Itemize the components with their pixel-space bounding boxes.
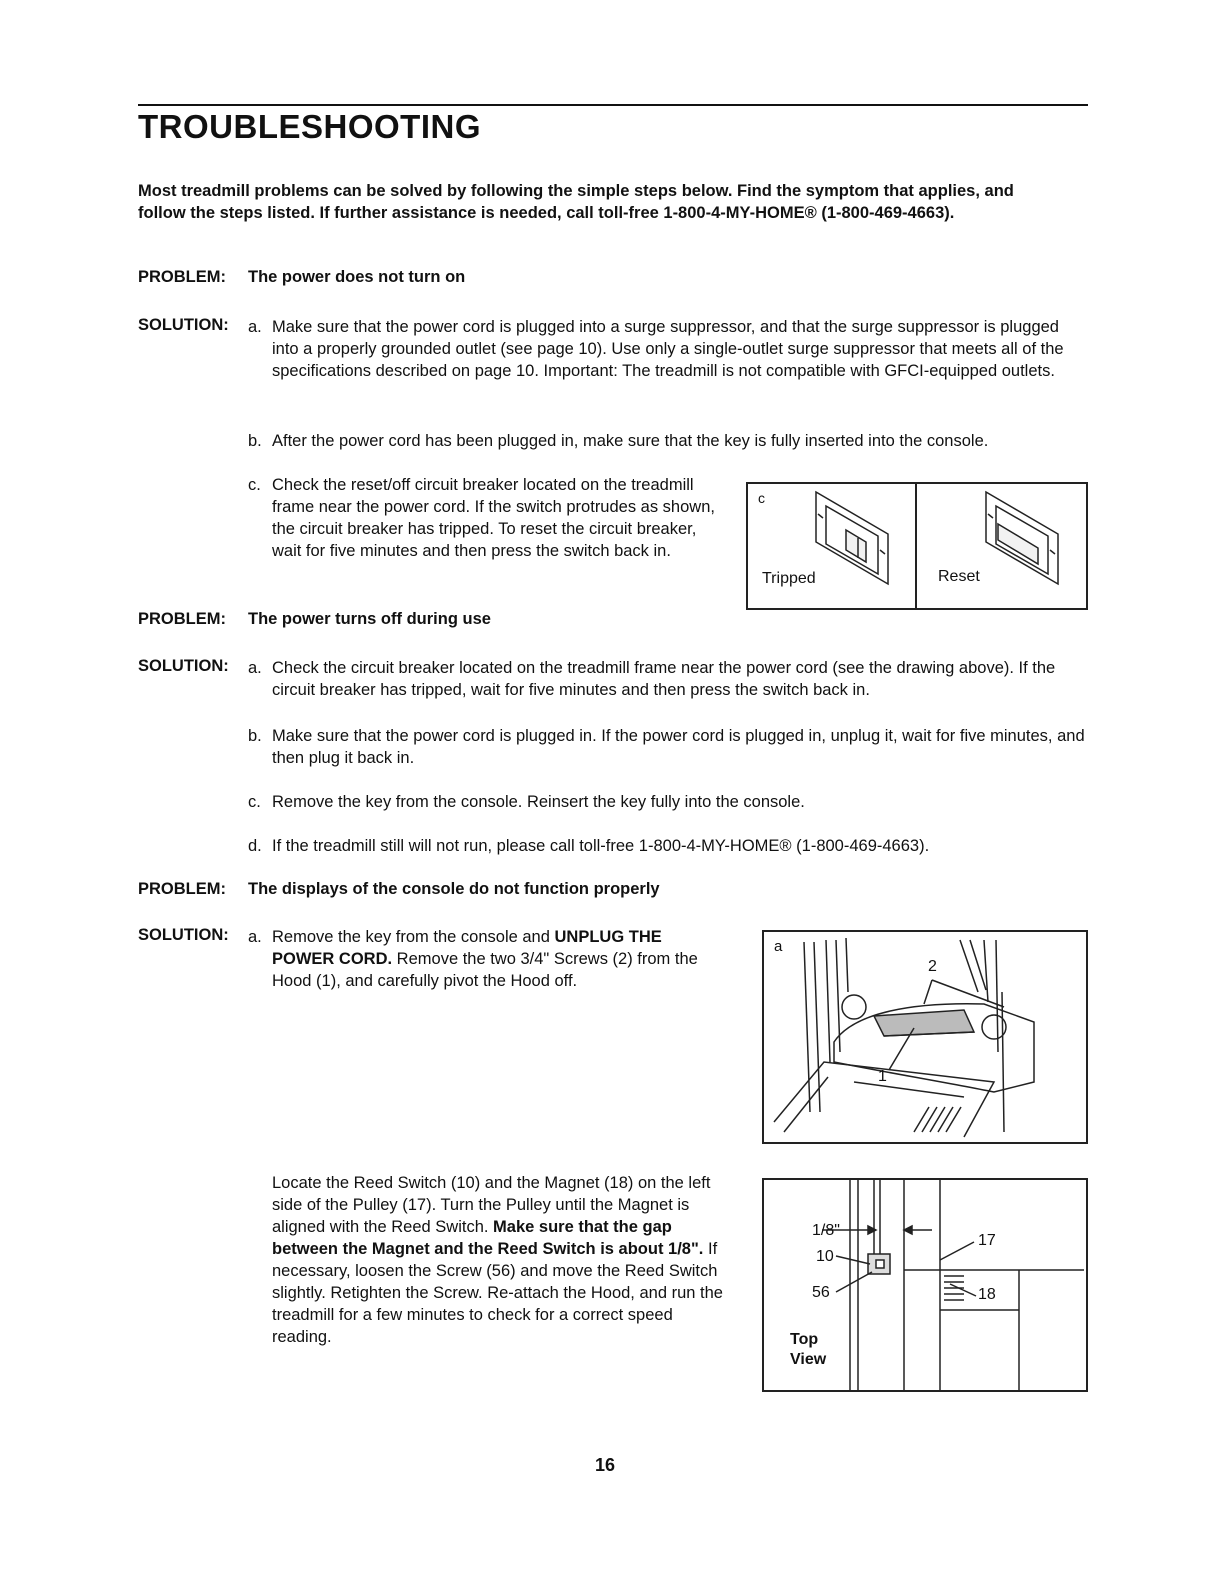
- gap-label: 1/8": [812, 1222, 840, 1239]
- step-text: If the treadmill still will not run, please call toll-free 1-800-4-MY-HOME® (1-800-469-4663).: [272, 837, 930, 855]
- step-text: Remove the key from the console and: [272, 928, 555, 946]
- breaker-figure-letter: c: [758, 490, 765, 506]
- callout-pulley-17: 17: [978, 1232, 996, 1249]
- step-letter: d.: [248, 837, 262, 855]
- step-letter: c.: [248, 793, 261, 811]
- tripped-switch-drawing: [816, 492, 888, 584]
- hood-removal-figure: [762, 930, 1088, 1144]
- title-rule: [138, 104, 1088, 106]
- solution-3-step-a: [248, 926, 728, 992]
- step-text: Make sure that the power cord is plugged in. If the power cord is plugged in, unplug it, wait for five minutes, and then plug it back in.: [272, 727, 1085, 767]
- solution-2-label: SOLUTION:: [138, 657, 229, 675]
- solution-2-step-a: [248, 657, 1088, 701]
- step-letter: b.: [248, 432, 262, 450]
- problem-3-heading: [138, 880, 660, 899]
- callout-hood-1: 1: [878, 1068, 887, 1085]
- problem-label: PROBLEM:: [138, 268, 226, 286]
- step-letter: a.: [248, 659, 262, 677]
- problem-1-title: The power does not turn on: [248, 268, 466, 286]
- solution-2-step-b: [248, 725, 1088, 769]
- problem-label: PROBLEM:: [138, 880, 226, 898]
- view-label-line2: View: [790, 1351, 827, 1368]
- tripped-label: Tripped: [762, 570, 816, 587]
- solution-3-step-reed: [248, 1172, 728, 1348]
- step-text: Remove the key from the console. Reinsert the key fully into the console.: [272, 793, 805, 811]
- problem-2-heading: [138, 610, 491, 629]
- reed-switch-figure: [762, 1178, 1088, 1392]
- reset-switch-drawing: [986, 492, 1058, 584]
- solution-1-step-c: [248, 474, 718, 562]
- solution-1-label: SOLUTION:: [138, 316, 229, 334]
- step-text: After the power cord has been plugged in, make sure that the key is fully inserted into the console.: [272, 432, 989, 450]
- callout-reed-switch-10: 10: [816, 1248, 834, 1265]
- page-title: TROUBLESHOOTING: [138, 108, 481, 145]
- step-letter: a.: [248, 928, 262, 946]
- reset-label: Reset: [938, 568, 980, 585]
- step-text: If necessary, loosen the Screw (56) and move the Reed Switch slightly. Retighten the Screw. Re-attach the Hood, and run the treadmill for a few minutes to check for a correct speed reading.: [272, 1240, 723, 1346]
- intro-paragraph: Most treadmill problems can be solved by following the simple steps below. Find the symptom that applies, and follow the steps listed. If further assistance is needed, call toll-free 1-800-4-MY-HOME® (1-800-469-4663).: [138, 182, 1014, 222]
- view-label: [790, 1330, 826, 1370]
- callout-screw-56: 56: [812, 1284, 830, 1301]
- step-letter: c.: [248, 476, 261, 494]
- step-text: Check the reset/off circuit breaker located on the treadmill frame near the power cord. If the switch protrudes as shown, the circuit breaker has tripped. To reset the circuit breaker, wait for five minutes and then press the switch back in.: [272, 476, 715, 560]
- solution-1-step-a: [248, 316, 1088, 382]
- callout-magnet-18: 18: [978, 1286, 996, 1303]
- solution-2-step-c: [248, 791, 1088, 813]
- step-warning: UNPLUG THE POWER CORD.: [272, 928, 662, 968]
- hood-removal-illustration: [764, 932, 1086, 1142]
- step-letter: a.: [248, 318, 262, 336]
- problem-2-title: The power turns off during use: [248, 610, 491, 628]
- step-text: Check the circuit breaker located on the treadmill frame near the power cord (see the drawing above). If the circuit breaker has tripped, wait for five minutes and then press the switch back in.: [272, 659, 1056, 699]
- circuit-breaker-illustration: [748, 484, 1086, 608]
- hood-figure-letter: a: [774, 938, 783, 955]
- view-label-line1: Top: [790, 1331, 819, 1348]
- problem-3-title: The displays of the console do not function properly: [248, 880, 660, 898]
- step-letter: b.: [248, 727, 262, 745]
- solution-1-step-b: [248, 430, 1088, 452]
- page-number: 16: [594, 1455, 616, 1475]
- solution-2-step-d: [248, 835, 1088, 857]
- step-text: Locate the Reed Switch (10) and the Magnet (18) on the left side of the Pulley (17). Turn the Pulley until the Magnet is aligned with the Reed Switch.: [272, 1174, 711, 1236]
- problem-1-heading: [138, 268, 465, 287]
- callout-screw-2: 2: [928, 958, 937, 975]
- solution-3-label: SOLUTION:: [138, 926, 229, 944]
- step-text: Remove the two 3/4" Screws (2) from the Hood (1), and carefully pivot the Hood off.: [272, 950, 698, 990]
- step-warning: Make sure that the gap between the Magnet and the Reed Switch is about 1/8".: [272, 1218, 704, 1258]
- step-text: Make sure that the power cord is plugged into a surge suppressor, and that the surge suppressor is plugged into a properly grounded outlet (see page 10). Use only a single-outlet surge suppressor that meets all of the specifications described on page 10. Important: The treadmill is not compatible with GFCI-equipped outlets.: [272, 318, 1064, 380]
- problem-label: PROBLEM:: [138, 610, 226, 628]
- circuit-breaker-figure: [746, 482, 1088, 610]
